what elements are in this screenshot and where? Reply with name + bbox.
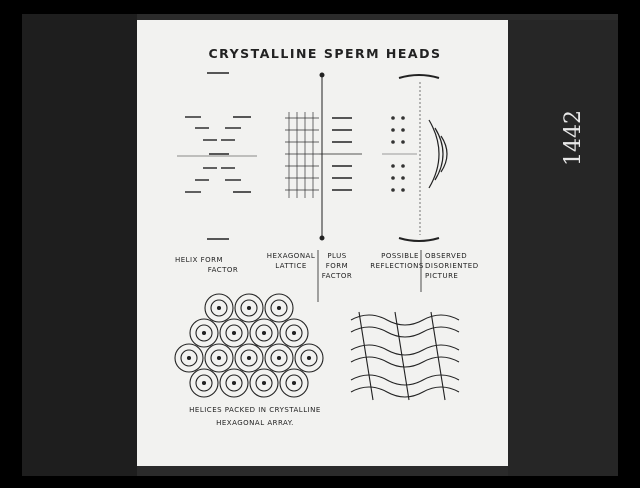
observed-picture-figure — [399, 75, 447, 241]
plus-label-3: FACTOR — [321, 272, 353, 280]
plus-label-2: FORM — [325, 262, 349, 270]
lattice-label-2: LATTICE — [275, 262, 307, 270]
possible-label-1: POSSIBLE — [381, 252, 419, 260]
svg-text:1442: 1442 — [561, 110, 586, 166]
caption-line-1: HELICES PACKED IN CRYSTALLINE — [189, 406, 321, 414]
helix-form-factor-figure — [177, 73, 257, 239]
observed-label-1: OBSERVED — [425, 252, 468, 260]
possible-reflections-figure — [382, 116, 417, 192]
possible-label-2: REFLECTIONS — [370, 262, 424, 270]
handwritten-note — [560, 88, 600, 188]
poster-board — [137, 20, 508, 466]
helices-hexagonal-array — [175, 294, 323, 397]
diagram-canvas — [137, 20, 508, 466]
film-left-edge — [22, 14, 137, 476]
observed-label-3: PICTURE — [425, 272, 459, 280]
hexagonal-lattice-figure — [285, 112, 319, 198]
observed-label-2: DISORIENTED — [425, 262, 479, 270]
helix-label-2: FACTOR — [207, 266, 239, 274]
caption-line-2: HEXAGONAL ARRAY. — [216, 419, 294, 427]
helix-label-1: HELIX FORM — [174, 256, 224, 264]
diagram-title: CRYSTALLINE SPERM HEADS — [208, 46, 442, 61]
lattice-label-1: HEXAGONAL — [266, 252, 316, 260]
plus-label-1: PLUS — [327, 252, 347, 260]
plus-form-factor-figure — [319, 73, 362, 240]
interwoven-helices — [351, 312, 459, 400]
